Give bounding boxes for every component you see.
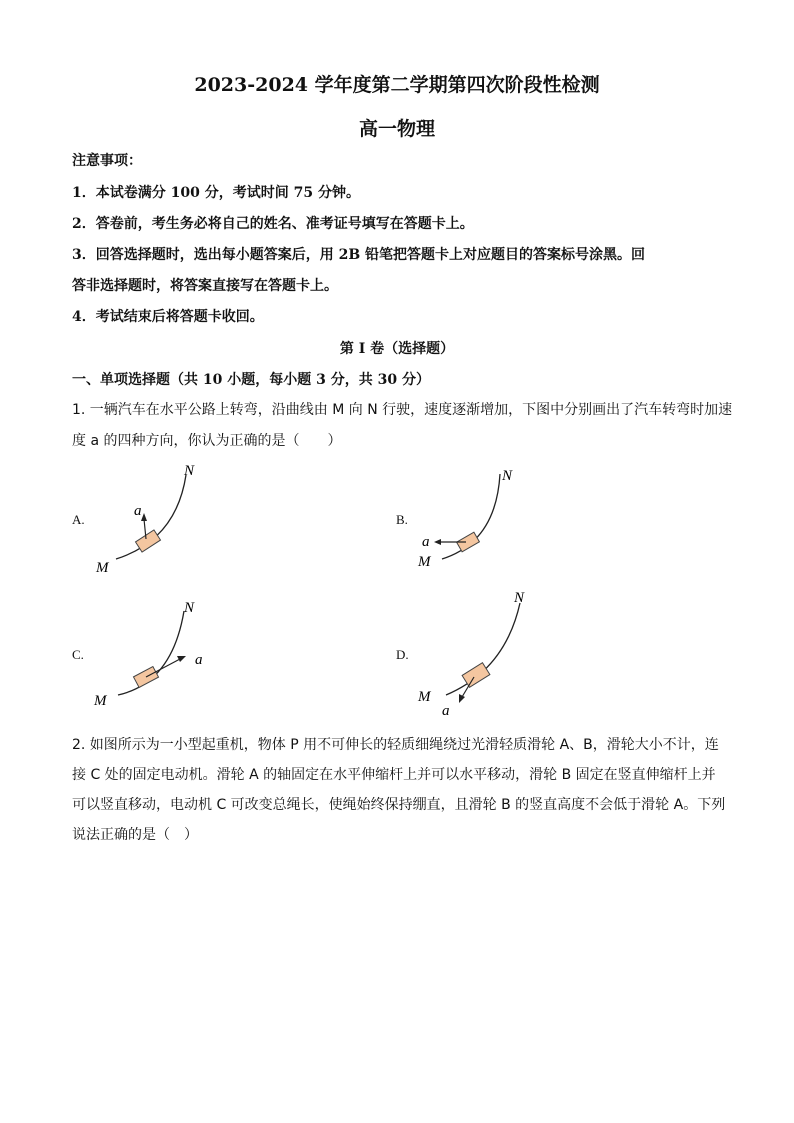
start-label: M: [94, 693, 107, 709]
accel-label: a: [422, 534, 430, 550]
section-title: 第 I 卷（选择题）: [339, 341, 455, 357]
question-2-line-3: 可以竖直移动，电动机 C 可改变总绳长，使绳始终保持绷直，且滑轮 B 的竖直高度不会低于滑轮 A。下列: [72, 797, 726, 813]
path-curve: [118, 611, 184, 695]
arrow-head: [434, 539, 441, 545]
part-heading: 一、单项选择题（共 10 小题，每小题 3 分，共 30 分）: [72, 372, 430, 388]
question-2-line-1: 2. 如图所示为一小型起重机，物体 P 用不可伸长的轻质细绳绕过光滑轻质滑轮 A、B，滑轮大小不计，连: [72, 737, 719, 753]
question-1-line-1: 1. 一辆汽车在水平公路上转弯，沿曲线由 M 向 N 行驶，速度逐渐增加，下图中分别画出了汽车转弯时加速: [72, 402, 733, 418]
accel-label: a: [134, 503, 142, 519]
note-item-1: 1．本试卷满分 100 分，考试时间 75 分钟。: [72, 185, 360, 201]
path-curve: [446, 603, 520, 695]
arrow-head: [459, 694, 465, 703]
question-1-line-2: 度 a 的四种方向，你认为正确的是（ ）: [72, 433, 342, 449]
option-b-label: B.: [396, 512, 408, 527]
end-label: N: [514, 590, 525, 606]
arrow-head: [141, 513, 147, 521]
accel-label: a: [195, 652, 203, 668]
end-label: N: [502, 468, 513, 484]
exam-title: 2023-2024 学年度第二学期第四次阶段性检测: [194, 74, 600, 96]
option-d-label: D.: [396, 647, 409, 662]
note-item-3-cont: 答非选择题时，将答案直接写在答题卡上。: [72, 278, 338, 294]
option-a-label: A.: [72, 512, 85, 527]
accel-label: a: [442, 703, 450, 719]
option-a-diagram: [88, 455, 218, 580]
end-label: N: [184, 463, 195, 479]
question-2-line-4: 说法正确的是（ ）: [72, 827, 198, 843]
start-label: M: [418, 689, 431, 705]
exam-subject: 高一物理: [358, 118, 435, 140]
start-label: M: [418, 554, 431, 570]
arrow-head: [177, 656, 186, 662]
notes-heading: 注意事项：: [72, 153, 142, 169]
option-c-label: C.: [72, 647, 84, 662]
start-label: M: [96, 560, 109, 576]
note-item-3: 3．回答选择题时，选出每小题答案后，用 2B 铅笔把答题卡上对应题目的答案标号涂黑。回: [72, 247, 646, 263]
note-item-2: 2．答卷前，考生务必将自己的姓名、准考证号填写在答题卡上。: [72, 216, 474, 232]
option-d-diagram: [410, 585, 550, 720]
note-item-4: 4．考试结束后将答题卡收回。: [72, 309, 264, 325]
question-2-line-2: 接 C 处的固定电动机。滑轮 A 的轴固定在水平伸缩杆上并可以水平移动，滑轮 B 固定在竖直伸缩杆上并: [72, 767, 716, 783]
option-b-diagram: [410, 462, 540, 577]
end-label: N: [184, 600, 195, 616]
option-c-diagram: [88, 595, 228, 715]
